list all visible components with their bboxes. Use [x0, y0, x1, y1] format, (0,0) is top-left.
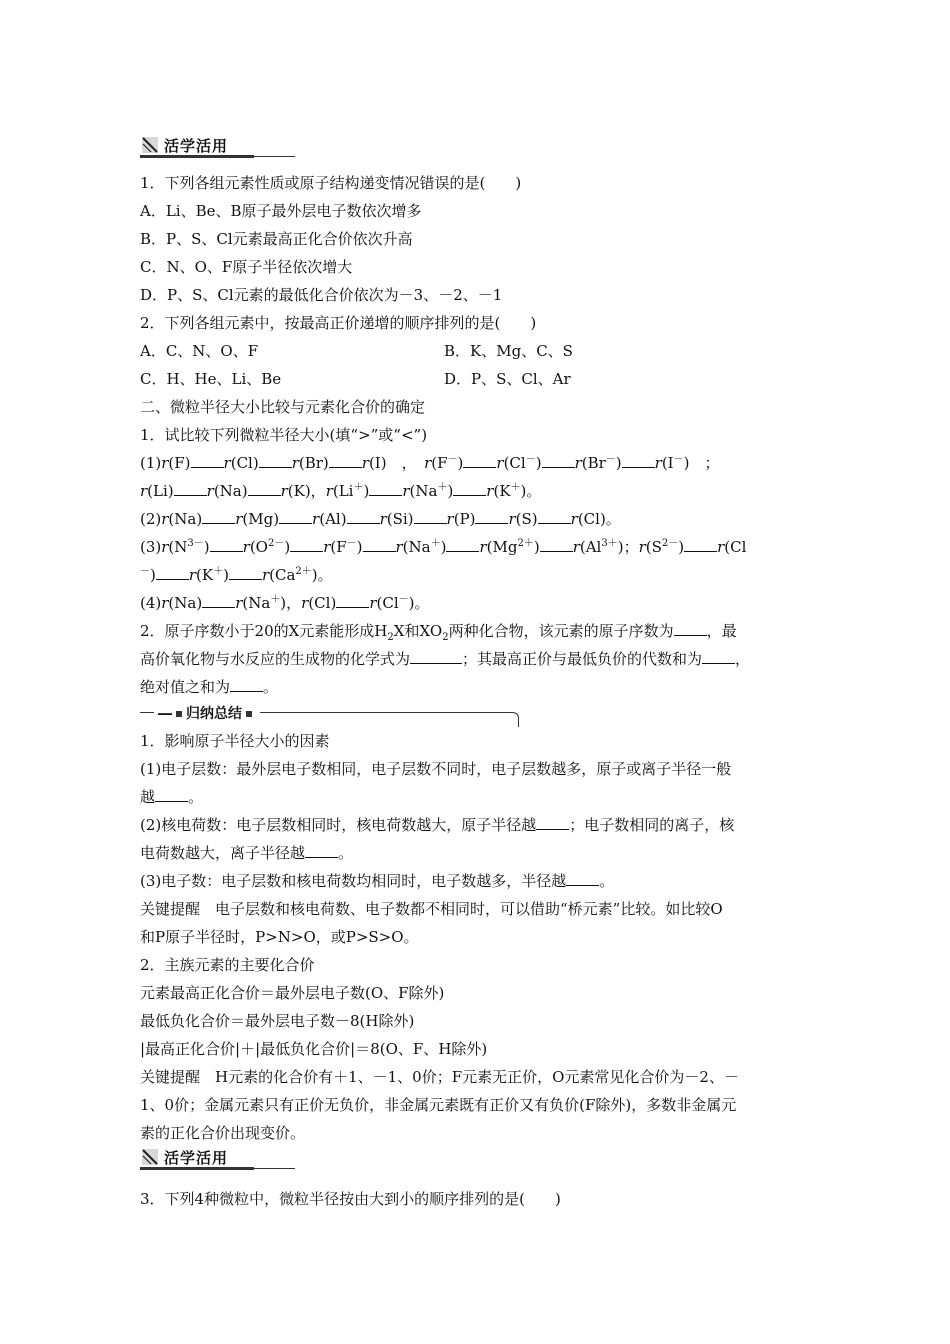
- q3-stem: 3．下列4种微粒中，微粒半径按由大到小的顺序排列的是( ): [140, 1190, 561, 1208]
- section-underline: [140, 155, 254, 158]
- summary-l14: 1、0价；金属元素只有正价无负价，非金属元素既有正价又有负价(F除外)，多数非金属元: [140, 1096, 737, 1114]
- radius-row-4: (4)r(Na) r(Na＋)，r(Cl) r(Cl－)。: [140, 594, 430, 612]
- summary-l6: (3)电子数：电子层数和核电荷数均相同时，电子数越多，半径越 。: [140, 872, 615, 890]
- radius-row-3: $(3)r(N^{3-})$ $r(O^{2-})$ r(F－) r(Na＋) $r(Mg^{2+})$ $r(Al^{3+})$；$r(S^{2-})$ r(Cl: [140, 538, 747, 556]
- section-underline: [140, 1167, 254, 1170]
- q1-option-a: A．Li、Be、B原子最外层电子数依次增多: [140, 202, 422, 220]
- q1-option-b: B．P、S、Cl元素最高正化合价依次升高: [140, 230, 413, 248]
- summary-l1: 1．影响原子半径大小的因素: [140, 732, 330, 750]
- section-header-apply: [140, 134, 295, 158]
- summary-l3: 越 。: [140, 788, 204, 806]
- q2-option-b: B．K、Mg、C、S: [444, 342, 573, 360]
- radius-row-3b: －) r(K＋) $r(Ca^{2+})$。: [140, 566, 333, 584]
- section-underline-thin: [254, 156, 295, 157]
- summary-l15: 素的正化合价出现变价。: [140, 1124, 306, 1142]
- part2-q2-line3: 绝对值之和为 。: [140, 678, 279, 696]
- part2-q1-stem: 1．试比较下列微粒半径大小(填“>”或“<”): [140, 426, 428, 444]
- summary-l7: 关键提醒 电子层数和核电荷数、电子数都不相同时，可以借助“桥元素”比较。如比较O: [140, 900, 723, 918]
- q1-option-d: D．P、S、Cl元素的最低化合价依次为－3、－2、－1: [140, 286, 503, 304]
- radius-row-1b: r(Li) r(Na) r(K)，r(Li＋) r(Na＋) r(K＋)。: [140, 482, 542, 500]
- summary-l13: 关键提醒 H元素的化合价有＋1、－1、0价；F元素无正价，O元素常见化合价为－2、－: [140, 1068, 739, 1086]
- q1-stem: 1．下列各组元素性质或原子结构递变情况错误的是( ): [140, 174, 522, 192]
- part2-heading: 二、微粒半径大小比较与元素化合价的确定: [140, 398, 426, 416]
- square-bullet-icon: [246, 711, 252, 717]
- summary-l2: (1)电子层数：最外层电子数相同，电子层数不同时，电子层数越多，原子或离子半径一般: [140, 760, 732, 778]
- section-title: 活学活用: [164, 137, 229, 155]
- summary-l5: 电荷数越大，离子半径越 。: [140, 844, 354, 862]
- q2-stem: 2．下列各组元素中，按最高正价递增的顺序排列的是( ): [140, 314, 537, 332]
- summary-header: [140, 702, 520, 728]
- summary-l12: |最高正化合价|＋|最低负化合价|＝8(O、F、H除外): [140, 1040, 488, 1058]
- summary-l10: 元素最高正化合价＝最外层电子数(O、F除外): [140, 984, 445, 1002]
- diagonal-lines-icon: [142, 137, 158, 153]
- q2-option-d: D．P、S、Cl、Ar: [444, 370, 571, 388]
- summary-l4: (2)核电荷数：电子层数相同时，核电荷数越大，原子半径越 ；电子数相同的离子，核: [140, 816, 735, 834]
- square-bullet-icon: [176, 711, 182, 717]
- summary-l11: 最低负化合价＝最外层电子数－8(H除外): [140, 1012, 415, 1030]
- summary-l8: 和P原子半径时，P>N>O，或P>S>O。: [140, 928, 419, 946]
- summary-label: ― 归纳总结: [154, 703, 260, 723]
- radius-row-1: (1)r(F) r(Cl) r(Br) r(I) ， r(F－) r(Cl－) r(Br－) r(I－) ；: [140, 454, 720, 472]
- radius-row-2: (2)r(Na) r(Mg) r(Al) r(Si) r(P) r(S) r(Cl)。: [140, 510, 621, 528]
- section-header-apply-2: [140, 1146, 295, 1170]
- q2-option-a: A．C、N、O、F: [140, 342, 259, 360]
- section-underline-thin: [254, 1168, 295, 1169]
- section-title: 活学活用: [164, 1149, 229, 1167]
- q1-option-c: C．N、O、F原子半径依次增大: [140, 258, 353, 276]
- summary-l9: 2．主族元素的主要化合价: [140, 956, 315, 974]
- q2-option-c: C．H、He、Li、Be: [140, 370, 282, 388]
- summary-title: 归纳总结: [186, 706, 242, 722]
- part2-q2-line2: 高价氧化物与水反应的生成物的化学式为 ；其最高正价与最低负价的代数和为 ，: [140, 650, 751, 668]
- diagonal-lines-icon: [142, 1149, 158, 1165]
- part2-q2-line1: 2．原子序数小于20的X元素能形成$H_2X$和$XO_2$两种化合物，该元素的原子序数为 ，最: [140, 622, 737, 643]
